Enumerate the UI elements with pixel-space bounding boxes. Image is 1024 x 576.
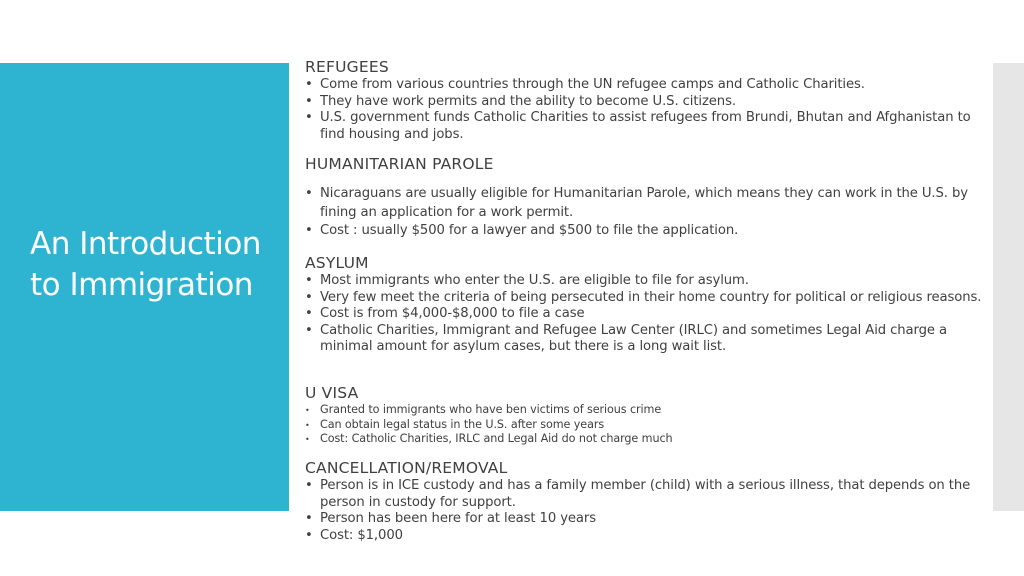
- section-heading: HUMANITARIAN PAROLE: [305, 155, 494, 173]
- list-item: • They have work permits and the ability to become U.S. citizens.: [305, 94, 985, 111]
- list-item: • Cost : usually $500 for a lawyer and $500 to file the application.: [305, 222, 985, 241]
- list-item: • Person has been here for at least 10 years: [305, 511, 985, 528]
- list-item: • Catholic Charities, Immigrant and Refugee Law Center (IRLC) and sometimes Legal Aid charge a minimal amount for asylum cases, but there is a long wait list.: [305, 323, 985, 356]
- bullet-list: [305, 185, 985, 241]
- section-humanitarian-parole: [305, 154, 985, 241]
- section-heading: U VISA: [305, 384, 359, 402]
- slide-title: An Introduction to Immigration: [30, 226, 261, 303]
- list-item: • Cost: $1,000: [305, 528, 985, 545]
- section-u-visa: [305, 383, 985, 447]
- list-item: • Very few meet the criteria of being persecuted in their home country for political or religious reasons.: [305, 290, 985, 307]
- bullet-list: [305, 273, 985, 356]
- section-heading: ASYLUM: [305, 254, 369, 272]
- list-item: • Can obtain legal status in the U.S. after some years: [305, 418, 985, 433]
- bullet-list: [305, 403, 985, 447]
- list-item: • Come from various countries through the UN refugee camps and Catholic Charities.: [305, 77, 985, 94]
- list-item: • Cost: Catholic Charities, IRLC and Legal Aid do not charge much: [305, 432, 985, 447]
- list-item: • Granted to immigrants who have ben victims of serious crime: [305, 403, 985, 418]
- section-asylum: [305, 253, 985, 356]
- section-refugees: [305, 57, 985, 143]
- section-cancellation-removal: [305, 458, 985, 544]
- list-item: • Nicaraguans are usually eligible for Humanitarian Parole, which means they can work in the U.S. by fining an application for a work permit.: [305, 185, 985, 222]
- list-item: • Cost is from $4,000-$8,000 to file a case: [305, 306, 985, 323]
- list-item: • Most immigrants who enter the U.S. are eligible to file for asylum.: [305, 273, 985, 290]
- list-item: • U.S. government funds Catholic Charities to assist refugees from Brundi, Bhutan and Afghanistan to find housing and jobs.: [305, 110, 985, 143]
- section-heading: REFUGEES: [305, 58, 389, 76]
- bullet-list: [305, 478, 985, 544]
- list-item: • Person is in ICE custody and has a family member (child) with a serious illness, that depends on the person in custody for support.: [305, 478, 985, 511]
- bullet-list: [305, 77, 985, 143]
- section-heading: CANCELLATION/REMOVAL: [305, 459, 508, 477]
- decorative-side-bar: [993, 63, 1024, 511]
